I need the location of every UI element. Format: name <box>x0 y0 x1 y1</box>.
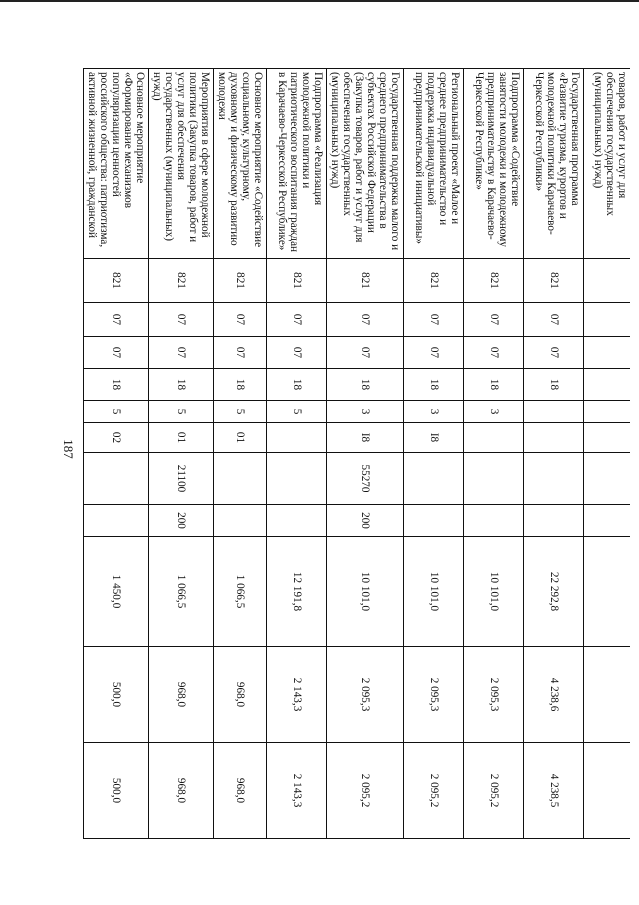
cell-code: 821 <box>84 259 149 303</box>
cell-sub: 5 <box>149 401 214 423</box>
cell-sub <box>584 401 630 423</box>
cell-name: Основное мероприятие «Содействие социальному, культурному, духовному и физическому развитию молодежи <box>214 69 267 259</box>
cell-dir: 21100 <box>149 453 214 505</box>
table-row <box>327 69 404 839</box>
cell-sub: 5 <box>214 401 267 423</box>
cell-prog: 18 <box>149 369 214 401</box>
cell-vr <box>404 505 464 537</box>
cell-item: 02 <box>84 423 149 453</box>
cell-sum2: 2 095,3 <box>404 647 464 743</box>
cell-vr <box>524 505 584 537</box>
cell-vr <box>84 505 149 537</box>
cell-name: Государственная поддержка малого и среднего предпринимательства в субъектах Российской Федерации (Закупка товаров, работ и услуг для обеспечения государственных (муниципальных) нужд) <box>327 69 404 259</box>
cell-rz: 07 <box>464 303 524 337</box>
budget-table <box>84 68 631 839</box>
cell-item <box>584 423 630 453</box>
cell-sum1: 10 101,0 <box>327 537 404 647</box>
cell-name: Мероприятия в сфере молодежной политики (Закупка товаров, работ и услуг для обеспечения государственных (муниципальных) нужд) <box>149 69 214 259</box>
cell-prog: 18 <box>327 369 404 401</box>
cell-rz: 07 <box>524 303 584 337</box>
cell-pr: 07 <box>404 337 464 369</box>
cell-prog: 18 <box>524 369 584 401</box>
cell-prog: 18 <box>84 369 149 401</box>
cell-sum3: 2 095,2 <box>327 743 404 839</box>
cell-sum2: 968,0 <box>149 647 214 743</box>
cell-sum2: 4 238,6 <box>524 647 584 743</box>
cell-code: 821 <box>404 259 464 303</box>
cell-sum1: 10 101,0 <box>464 537 524 647</box>
cell-code: 821 <box>524 259 584 303</box>
cell-prog: 18 <box>404 369 464 401</box>
cell-item: I8 <box>404 423 464 453</box>
cell-prog <box>584 369 630 401</box>
page-number: 187 <box>61 439 76 459</box>
cell-sum1: 12 191,8 <box>267 537 327 647</box>
cell-item <box>464 423 524 453</box>
cell-pr: 07 <box>464 337 524 369</box>
cell-rz: 07 <box>84 303 149 337</box>
cell-sub: 3 <box>327 401 404 423</box>
table-row <box>524 69 584 839</box>
cell-sum2: 968,0 <box>214 647 267 743</box>
cell-sum2: 2 143,3 <box>267 647 327 743</box>
cell-sum3: 500,0 <box>84 743 149 839</box>
cell-prog: 18 <box>214 369 267 401</box>
cell-sum3: 968,0 <box>214 743 267 839</box>
cell-vr <box>584 505 630 537</box>
cell-rz: 07 <box>327 303 404 337</box>
cell-item: 01 <box>214 423 267 453</box>
budget-table-rotated <box>86 68 630 838</box>
cell-dir <box>404 453 464 505</box>
cell-sum3: 2 095,2 <box>464 743 524 839</box>
cell-sum3 <box>584 743 630 839</box>
cell-sum2: 2 095,3 <box>464 647 524 743</box>
cell-dir <box>84 453 149 505</box>
cell-name: Подпрограмма «Содействие занятости молодежи и молодежному предпринимательству в Карачаево-Черкесской Республике» <box>464 69 524 259</box>
cell-code: 821 <box>214 259 267 303</box>
cell-sum1: 1 066,5 <box>149 537 214 647</box>
cell-rz <box>584 303 630 337</box>
top-rule <box>0 0 639 2</box>
cell-name: Основное мероприятие «Формирование механизмов популяризации ценностей российского общества: патриотизма, активной жизненной, гражданской <box>84 69 149 259</box>
cell-sum1 <box>584 537 630 647</box>
cell-sub: 3 <box>404 401 464 423</box>
cell-dir: 55270 <box>327 453 404 505</box>
cell-prog: 18 <box>464 369 524 401</box>
cell-sum1: 1 450,0 <box>84 537 149 647</box>
cell-sum2 <box>584 647 630 743</box>
cell-code: 821 <box>149 259 214 303</box>
cell-name: Подпрограмма «Реализация молодежной политики и патриотического воспитания граждан в Карачаево-Черкесской Республике» <box>267 69 327 259</box>
cell-vr <box>267 505 327 537</box>
cell-sum3: 2 143,3 <box>267 743 327 839</box>
cell-sub: 3 <box>464 401 524 423</box>
cell-pr: 07 <box>524 337 584 369</box>
cell-item: I8 <box>327 423 404 453</box>
cell-prog: 18 <box>267 369 327 401</box>
table-body <box>84 69 630 839</box>
cell-vr <box>464 505 524 537</box>
table-row <box>267 69 327 839</box>
cell-name: товаров, работ и услуг для обеспечения государственных (муниципальных) нужд) <box>584 69 630 259</box>
cell-dir <box>214 453 267 505</box>
cell-code: 821 <box>267 259 327 303</box>
table-row <box>584 69 630 839</box>
cell-sum3: 4 238,5 <box>524 743 584 839</box>
cell-sum3: 2 095,2 <box>404 743 464 839</box>
cell-sub <box>524 401 584 423</box>
cell-dir <box>464 453 524 505</box>
cell-name: Государственная программа «Развитие туризма, курортов и молодежной политики Карачаево-Черкесской Республики» <box>524 69 584 259</box>
cell-pr: 07 <box>84 337 149 369</box>
cell-item <box>524 423 584 453</box>
cell-sum2: 500,0 <box>84 647 149 743</box>
cell-name: Региональный проект «Малое и среднее предпринимательство и поддержка индивидуальной предпринимательской инициативы» <box>404 69 464 259</box>
cell-dir <box>584 453 630 505</box>
cell-vr <box>214 505 267 537</box>
cell-vr: 200 <box>149 505 214 537</box>
cell-item <box>267 423 327 453</box>
table-row <box>404 69 464 839</box>
cell-pr <box>584 337 630 369</box>
cell-pr: 07 <box>214 337 267 369</box>
table-row <box>464 69 524 839</box>
cell-item: 01 <box>149 423 214 453</box>
cell-pr: 07 <box>327 337 404 369</box>
cell-dir <box>267 453 327 505</box>
cell-rz: 07 <box>267 303 327 337</box>
cell-code: 821 <box>464 259 524 303</box>
cell-sum1: 1 066,5 <box>214 537 267 647</box>
cell-rz: 07 <box>404 303 464 337</box>
cell-sum2: 2 095,3 <box>327 647 404 743</box>
cell-sum3: 968,0 <box>149 743 214 839</box>
cell-rz: 07 <box>149 303 214 337</box>
cell-sub: 5 <box>84 401 149 423</box>
cell-pr: 07 <box>149 337 214 369</box>
table-row <box>84 69 149 839</box>
cell-sub: 5 <box>267 401 327 423</box>
table-row <box>149 69 214 839</box>
cell-code <box>584 259 630 303</box>
cell-sum1: 22 292,8 <box>524 537 584 647</box>
cell-code: 821 <box>327 259 404 303</box>
cell-dir <box>524 453 584 505</box>
cell-pr: 07 <box>267 337 327 369</box>
table-row <box>214 69 267 839</box>
cell-vr: 200 <box>327 505 404 537</box>
cell-sum1: 10 101,0 <box>404 537 464 647</box>
cell-rz: 07 <box>214 303 267 337</box>
